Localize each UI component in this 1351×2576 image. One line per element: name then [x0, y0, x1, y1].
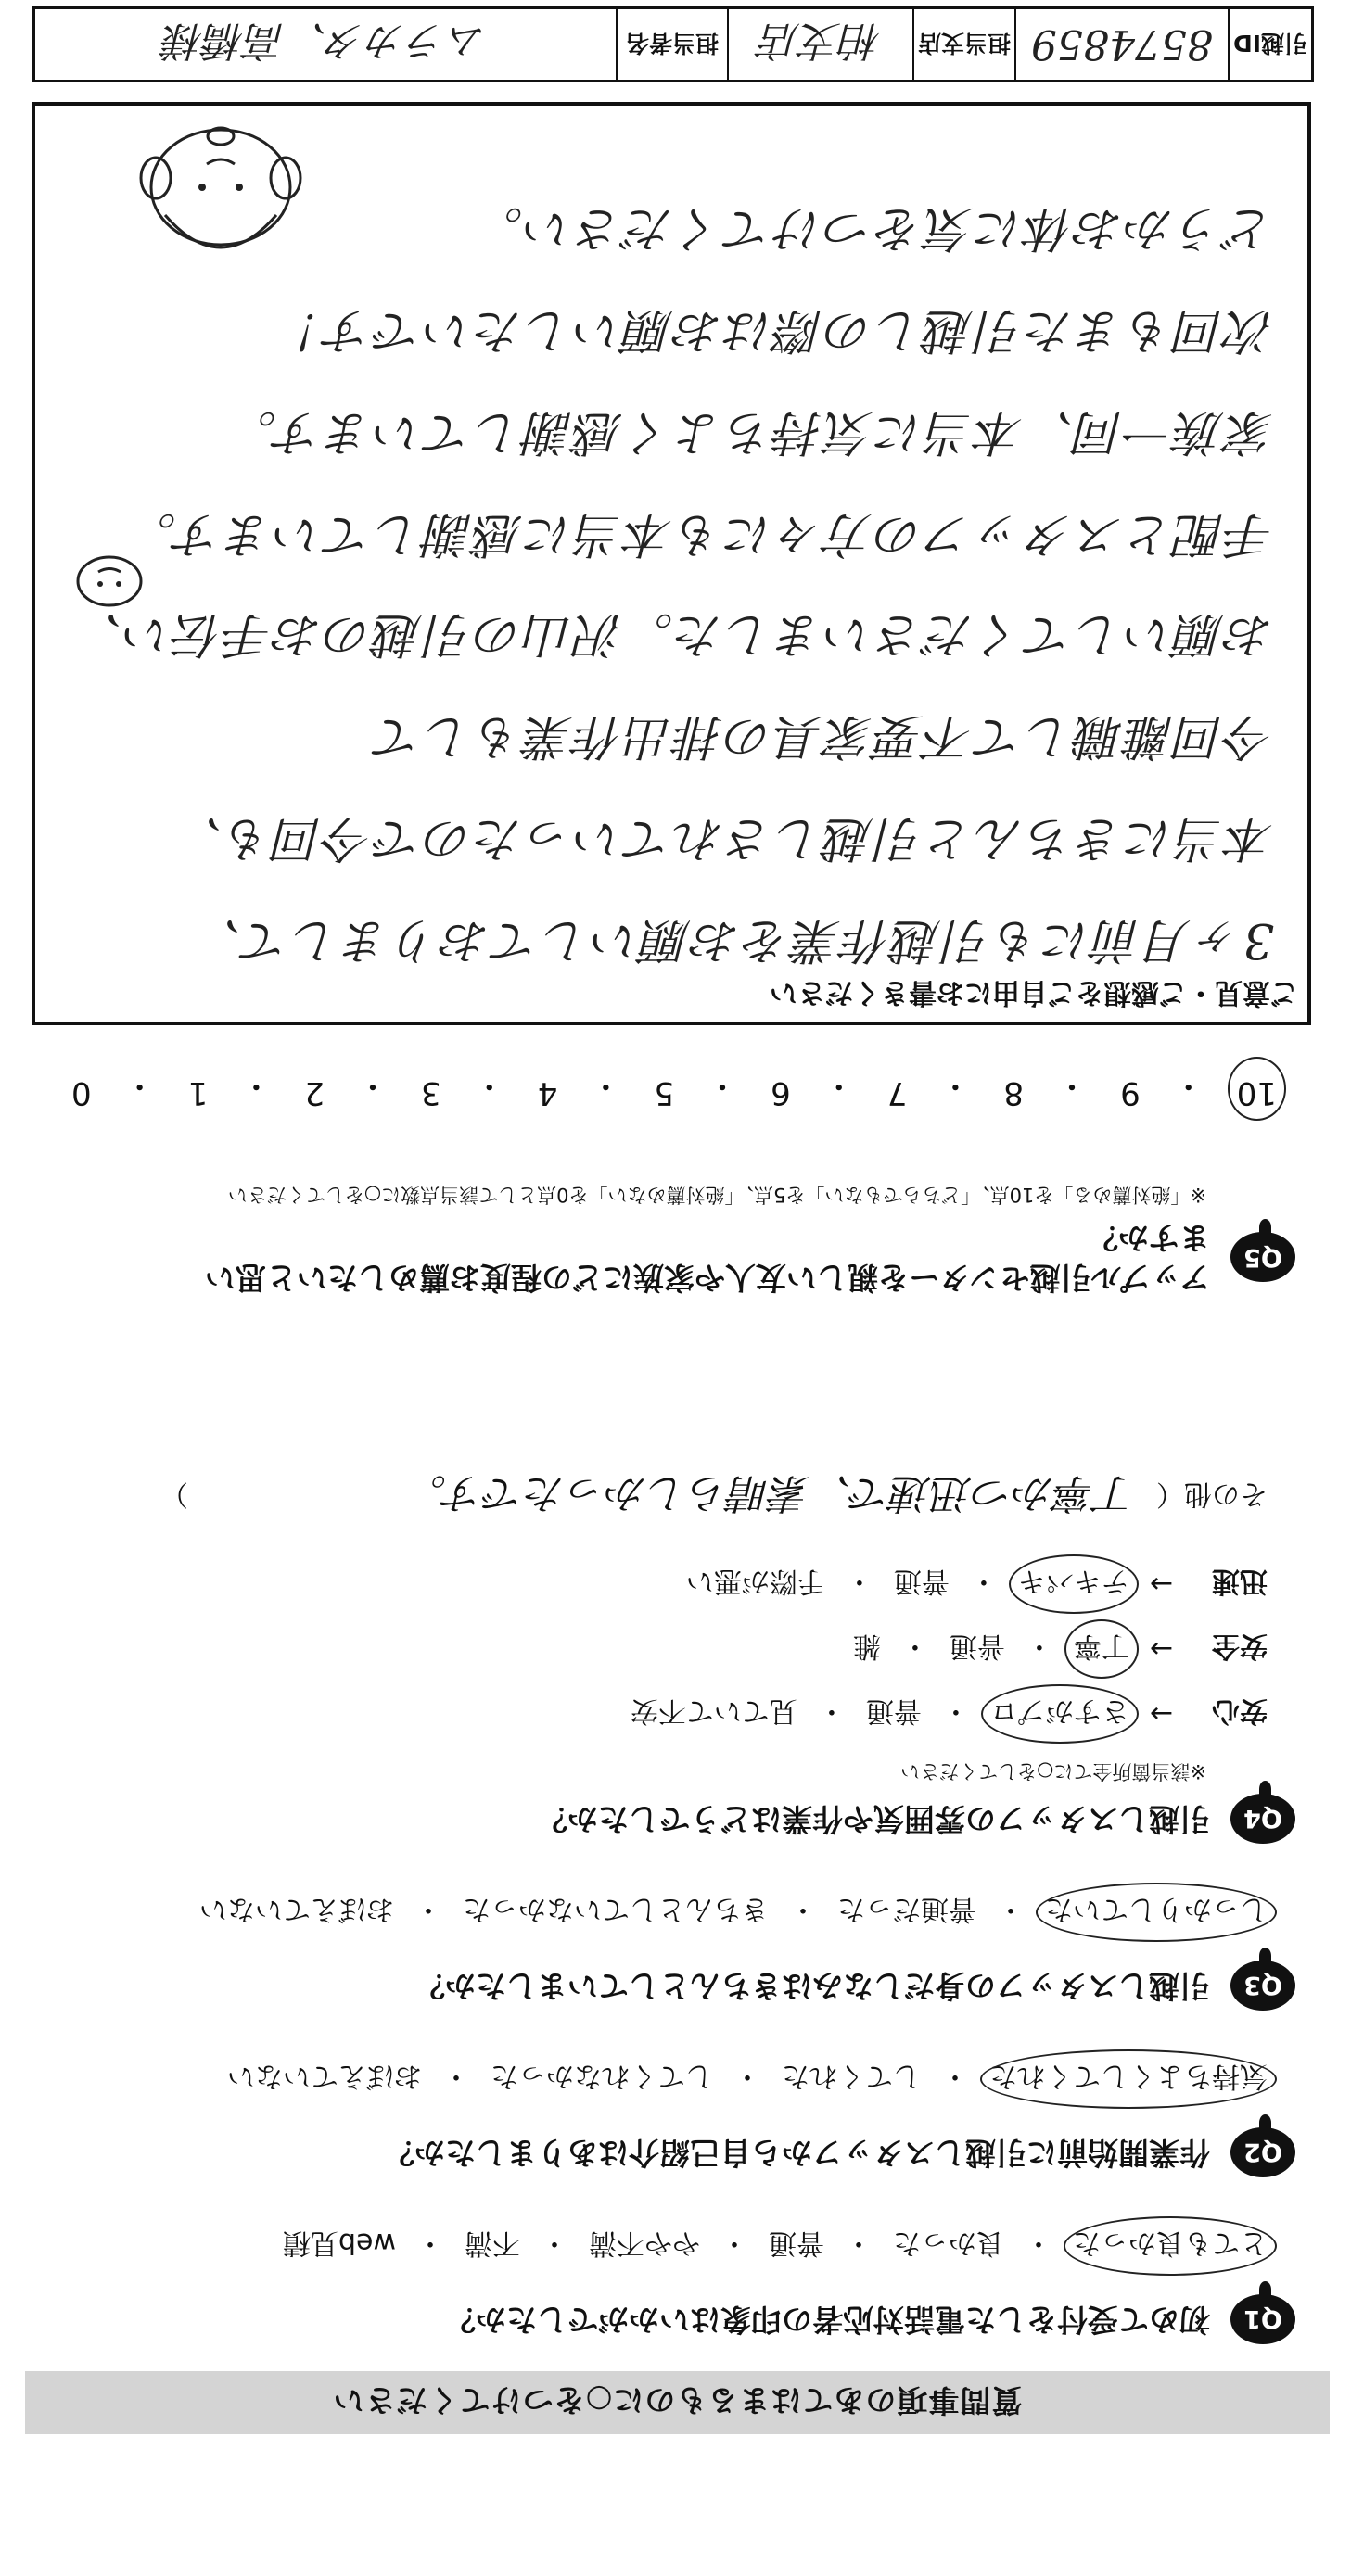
score-option[interactable]: 5 [654, 1074, 675, 1111]
arrow-icon: → [1149, 1567, 1173, 1601]
q4-option[interactable]: 普通 [865, 1694, 922, 1727]
score-option[interactable]: 6 [771, 1074, 791, 1111]
q1-option[interactable]: やや不満 [589, 2227, 700, 2259]
id-table [32, 6, 1314, 82]
question-1 [34, 2226, 1295, 2344]
q1-option[interactable]: 良かった [893, 2227, 1004, 2259]
question-2 [34, 2059, 1295, 2177]
q2-badge-icon: Q2 [1230, 2127, 1295, 2177]
staff-value-cell[interactable]: ムラカタ、高橋様 [163, 17, 488, 64]
q1-option[interactable]: 普通 [769, 2227, 824, 2259]
q4-option[interactable]: 普通 [949, 1630, 1005, 1662]
q2-text: 作業開始前に引越しスタッフから自己紹介はありましたか？ [384, 2135, 1210, 2172]
q1-option[interactable]: とても良かった [1073, 2226, 1268, 2266]
q4-option[interactable]: 見ていて不安 [630, 1694, 797, 1727]
q3-option[interactable]: おぼえていない [199, 1893, 394, 1925]
q1-badge-icon: Q1 [1230, 2294, 1295, 2344]
score-option[interactable]: 9 [1120, 1074, 1141, 1111]
q4-other-label: その他（ [1156, 1478, 1268, 1510]
q1-text: 初めて受付をした電話対応者の印象はいかがでしたか？ [445, 2302, 1210, 2339]
question-3 [34, 1892, 1295, 2011]
q4-text: 引越しスタッフの雰囲気や作業はどうでしたか？ [537, 1801, 1210, 1838]
q4-other-row [34, 1467, 1268, 1527]
question-4 [34, 1467, 1295, 1844]
small-face-doodle [72, 549, 147, 614]
q4-row-label: 迅速 [1212, 1565, 1268, 1597]
q1-options: とても良かった ・ 良かった ・ 普通 ・ やや不満 ・ 不満 ・ web見積 [34, 2226, 1268, 2266]
q4-row-anzen: 安全 → 丁寧 ・ 普通 ・ 雑 [34, 1629, 1268, 1669]
score-option[interactable]: 8 [1003, 1074, 1025, 1111]
q2-option[interactable]: おぼえていない [227, 2060, 422, 2092]
q5-text: アップル引越センターを親しい友人や家族にどの程度お薦めしたいと思いますか？ [204, 1220, 1210, 1296]
q4-other-field[interactable]: 丁寧かつ迅速で、素晴らしかったです。 [405, 1469, 1136, 1516]
comment-title: ご意見・ご感想をご自由にお書きください [770, 976, 1298, 1009]
q4-option[interactable]: 雑 [852, 1630, 881, 1662]
comment-line: 手配とスタッフの方々にも本当に感謝しています。 [126, 506, 1274, 562]
q3-option[interactable]: きちんとしていなかった [463, 1893, 769, 1925]
q4-option[interactable]: 普通 [893, 1565, 950, 1597]
staff-label-cell: 担当者名 [616, 9, 727, 80]
score-option[interactable]: 7 [886, 1074, 908, 1111]
id-value-cell[interactable]: 8574859 [1014, 9, 1228, 80]
q3-badge-icon: Q3 [1230, 1961, 1295, 2011]
id-label-cell: 引越ID [1228, 9, 1311, 80]
q2-options: 気持ちよくしてくれた ・ してくれた ・ してくれなかった ・ おぼえていない [34, 2059, 1268, 2100]
comment-line: 家族一同、本当に気持ちよく感謝しています。 [226, 404, 1274, 460]
comment-line: どうかお体に気をつけてください。 [472, 200, 1274, 256]
score-option[interactable]: 10 [1237, 1066, 1277, 1111]
comment-line: 次回もまた引越しの際はお願いしたいです！ [272, 302, 1274, 358]
comment-box[interactable] [32, 102, 1311, 1025]
q1-option[interactable]: web見積 [282, 2227, 396, 2259]
q1-option[interactable]: 不満 [465, 2227, 520, 2259]
q5-badge-icon: Q5 [1230, 1232, 1295, 1282]
q4-option[interactable]: 丁寧 [1074, 1629, 1129, 1669]
q4-row-label: 安心 [1212, 1694, 1268, 1727]
arrow-icon: → [1149, 1697, 1173, 1731]
q4-option[interactable]: 手際が悪い [685, 1565, 825, 1597]
instruction-band: 質問事項のあてはまるものに○をつけてください [25, 2371, 1330, 2434]
comment-line: 本当にきちんと引越しされていったので今回も、 [172, 810, 1274, 866]
score-option[interactable]: 3 [421, 1074, 441, 1111]
q5-note: ※「絶対薦める」を10点、「どちらでもない」を5点、「絶対薦めない」を0点として該当点数に○をしてください [227, 1184, 1206, 1207]
score-option[interactable]: 0 [71, 1074, 92, 1111]
question-5 [34, 1182, 1295, 1297]
score-option[interactable]: 2 [304, 1074, 325, 1111]
q5-score-scale: 10 ・ 9 ・ 8 ・ 7 ・ 6 ・ 5 ・ 4 ・ 3 ・ 2 ・ 1 ・ 0 [71, 1067, 1277, 1111]
comment-line: 3ヶ月前にも引越作業をお願いしておりまして、 [190, 912, 1274, 968]
q2-option[interactable]: してくれた [782, 2060, 921, 2092]
comment-line: お願いしてくださいました。沢山の引越のお手伝い、 [71, 606, 1274, 662]
score-option[interactable]: 1 [187, 1074, 209, 1111]
q4-option[interactable]: さすがプロ [990, 1694, 1129, 1734]
q4-row-anshin: 安心 → さすがプロ ・ 普通 ・ 見ていて不安 [34, 1694, 1268, 1734]
q4-other-close: ） [160, 1478, 188, 1510]
q4-row-label: 安全 [1212, 1630, 1268, 1662]
q3-options: しっかりしていた ・ 普通だった ・ きちんとしていなかった ・ おぼえていない [34, 1892, 1268, 1933]
q2-option[interactable]: 気持ちよくしてくれた [989, 2059, 1268, 2100]
q4-note: ※該当箇所全てに○をしてください [900, 1760, 1206, 1783]
q3-text: 引越しスタッフの身だしなみはきちんとしていましたか？ [414, 1968, 1210, 2005]
q4-option[interactable]: テキパキ [1018, 1564, 1129, 1605]
q3-option[interactable]: 普通だった [837, 1893, 976, 1925]
q3-option[interactable]: しっかりしていた [1045, 1892, 1268, 1933]
shop-value-cell[interactable]: 柏支店 [727, 9, 912, 80]
q4-badge-icon: Q4 [1230, 1794, 1295, 1844]
q4-row-jinsoku: 迅速 → テキパキ ・ 普通 ・ 手際が悪い [34, 1564, 1268, 1605]
q2-option[interactable]: してくれなかった [491, 2060, 713, 2092]
arrow-icon: → [1149, 1632, 1173, 1666]
shop-label-cell: 担当支店 [912, 9, 1014, 80]
score-option[interactable]: 4 [537, 1074, 558, 1111]
character-doodle [128, 113, 313, 289]
comment-line: 今回離職して不要家具の排出作業もして [372, 708, 1274, 764]
